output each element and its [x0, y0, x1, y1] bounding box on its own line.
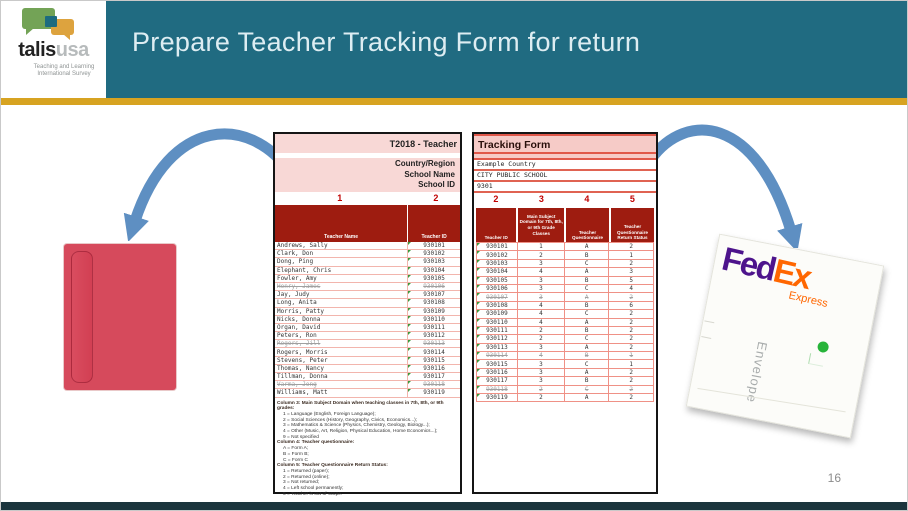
- return-status-cell: 2: [609, 260, 654, 267]
- teacher-form-column-headers: [275, 205, 460, 242]
- questionnaire-form-cell: B: [565, 251, 610, 258]
- table-row: [476, 327, 654, 335]
- teacher-id-cell: 930112: [476, 335, 518, 342]
- subject-domain-cell: 3: [518, 277, 565, 284]
- teacher-id-cell: 930101: [408, 242, 460, 249]
- header-teacher-id: Teacher ID: [476, 208, 516, 242]
- header-bar: [106, 1, 907, 98]
- footnote-line: 4 = Other (Music, Art, Religion, Physical Education, Home Economics...);: [283, 429, 438, 435]
- return-status-cell: 1: [609, 352, 654, 359]
- table-row: [275, 373, 460, 381]
- questionnaire-form-cell: A: [565, 394, 610, 401]
- subject-domain-cell: 3: [518, 360, 565, 367]
- teacher-id-cell: 930104: [408, 267, 460, 274]
- logo-brand: [1, 39, 106, 62]
- table-row: [476, 293, 654, 301]
- envelope-fold-mark: [704, 320, 714, 323]
- questionnaire-form-cell: B: [565, 302, 610, 309]
- label-school-name: School Name: [404, 169, 455, 179]
- questionnaire-form-cell: A: [565, 319, 610, 326]
- table-row: [275, 332, 460, 340]
- subject-domain-cell: 3: [518, 377, 565, 384]
- header-teacher-questionnaire: Teacher Questionnaire: [566, 208, 609, 242]
- questionnaire-form-cell: C: [565, 260, 610, 267]
- teacher-id-cell: 930111: [476, 327, 518, 334]
- subject-domain-cell: 4: [518, 268, 565, 275]
- table-row: [476, 302, 654, 310]
- teacher-id-cell: 930118: [408, 381, 460, 388]
- table-row: [275, 250, 460, 258]
- table-row: [275, 340, 460, 348]
- teacher-id-cell: 930113: [408, 340, 460, 347]
- table-row: [275, 365, 460, 373]
- teacher-name-cell: Tillman, Donna: [275, 373, 408, 380]
- fedex-envelope-label: Envelope: [743, 340, 771, 405]
- table-row: [476, 335, 654, 343]
- footnote-line: B = Form B;: [283, 451, 309, 457]
- teacher-name-cell: Andrews, Sally: [275, 242, 408, 249]
- fedex-logo: FedEx: [718, 239, 814, 296]
- return-status-cell: 3: [609, 268, 654, 275]
- footnote-line: Column 3: Main Subject Domain when teaching classes in 7th, 8th, or 9th grades:: [277, 400, 444, 412]
- teacher-form-column-numbers: 1 2: [337, 193, 439, 203]
- teacher-id-cell: 930103: [476, 260, 518, 267]
- table-row: [275, 258, 460, 266]
- header-return-status: Teacher Questionnaire Return Status: [611, 208, 654, 242]
- tracking-form-column-numbers: 2 3 4 5: [493, 194, 635, 204]
- red-envelope-flap: [71, 251, 93, 383]
- logo-brand-usa: usa: [55, 39, 89, 61]
- table-row: [476, 360, 654, 368]
- return-status-cell: 2: [609, 386, 654, 393]
- teacher-name-cell: Fowler, Amy: [275, 275, 408, 282]
- teacher-id-cell: 930105: [476, 277, 518, 284]
- teacher-id-cell: 930108: [476, 302, 518, 309]
- header-teacher-id: Teacher ID: [421, 234, 447, 240]
- table-row: [275, 267, 460, 275]
- return-status-cell: 2: [609, 243, 654, 250]
- teacher-id-cell: 930102: [408, 250, 460, 257]
- teacher-name-cell: Williams, Matt: [275, 389, 408, 396]
- teacher-id-cell: 930119: [408, 389, 460, 396]
- teacher-tracking-form-document: [273, 132, 462, 497]
- page-number: 16: [827, 471, 841, 485]
- green-dot-icon: [817, 341, 830, 354]
- teacher-form-title: T2018 - Teacher: [275, 134, 460, 153]
- return-status-cell: 2: [609, 394, 654, 401]
- teacher-id-cell: 930110: [408, 316, 460, 323]
- table-row: [476, 352, 654, 360]
- gold-accent-stripe: [1, 98, 907, 105]
- teacher-name-cell: Stevens, Peter: [275, 357, 408, 364]
- subject-domain-cell: 2: [518, 251, 565, 258]
- teacher-id-cell: 930109: [476, 310, 518, 317]
- subject-domain-cell: 3: [518, 285, 565, 292]
- teacher-name-cell: Elephant, Chris: [275, 267, 408, 274]
- subject-domain-cell: 2: [518, 386, 565, 393]
- teacher-name-cell: Peters, Ron: [275, 332, 408, 339]
- envelope-fold-mark: [701, 336, 711, 339]
- logo-tagline: Teaching and Learning International Survey: [33, 64, 95, 77]
- return-status-cell: 2: [609, 344, 654, 351]
- subject-domain-cell: 4: [518, 319, 565, 326]
- footnote-line: 3 = Mathematics & Science (Physics, Chemistry, Geology, Biology...);: [283, 423, 430, 429]
- page-title: Prepare Teacher Tracking Form for return: [132, 27, 641, 57]
- teacher-id-cell: 930109: [408, 308, 460, 315]
- footer-bar: [1, 502, 907, 510]
- teacher-id-cell: 930115: [408, 357, 460, 364]
- teacher-id-cell: 930107: [476, 293, 518, 300]
- return-status-cell: 2: [609, 377, 654, 384]
- table-row: [275, 291, 460, 299]
- questionnaire-form-cell: C: [565, 360, 610, 367]
- subject-domain-cell: 3: [518, 369, 565, 376]
- teacher-id-cell: 930104: [476, 268, 518, 275]
- teacher-id-cell: 930112: [408, 332, 460, 339]
- return-status-cell: 1: [609, 360, 654, 367]
- teacher-id-cell: 930117: [408, 373, 460, 380]
- teacher-id-cell: 930114: [408, 348, 460, 355]
- table-row: [476, 319, 654, 327]
- subject-domain-cell: 4: [518, 352, 565, 359]
- teacher-name-cell: Morris, Patty: [275, 308, 408, 315]
- table-row: [275, 389, 460, 397]
- teacher-id-cell: 930111: [408, 324, 460, 331]
- teacher-id-cell: 930110: [476, 319, 518, 326]
- teacher-id-cell: 930115: [476, 360, 518, 367]
- teacher-id-cell: 930117: [476, 377, 518, 384]
- teacher-id-cell: 930103: [408, 258, 460, 265]
- subject-domain-cell: 1: [518, 243, 565, 250]
- return-status-cell: 5: [609, 277, 654, 284]
- teacher-id-cell: 930107: [408, 291, 460, 298]
- table-row: [476, 377, 654, 385]
- table-row: [275, 324, 460, 332]
- questionnaire-form-cell: A: [565, 293, 610, 300]
- footnote-line: C = Form C: [283, 457, 308, 463]
- footnote-line: A = Form A;: [283, 446, 309, 452]
- questionnaire-form-cell: A: [565, 344, 610, 351]
- subject-domain-cell: 2: [518, 335, 565, 342]
- table-row: [476, 251, 654, 259]
- questionnaire-form-cell: C: [565, 285, 610, 292]
- table-row: [275, 242, 460, 250]
- tracking-form-document: [472, 132, 658, 494]
- teacher-name-cell: Rogers, Jill: [275, 340, 408, 347]
- table-row: [476, 310, 654, 318]
- table-row: [476, 394, 654, 402]
- teacher-name-cell: Jay, Judy: [275, 291, 408, 298]
- footnote-line: 4 = Left school permanently;: [283, 486, 344, 492]
- teacher-name-cell: Henry, James: [275, 283, 408, 290]
- return-status-cell: 4: [609, 285, 654, 292]
- fedex-envelope: [686, 234, 884, 439]
- questionnaire-form-cell: C: [565, 310, 610, 317]
- table-row: [275, 348, 460, 356]
- teacher-form-info-labels: [275, 158, 460, 192]
- teacher-id-cell: 930119: [476, 394, 518, 401]
- table-row: [275, 283, 460, 291]
- subject-domain-cell: 2: [518, 394, 565, 401]
- questionnaire-form-cell: B: [565, 277, 610, 284]
- table-row: [476, 386, 654, 394]
- teacher-name-cell: Nicks, Donna: [275, 316, 408, 323]
- teacher-name-cell: Dong, Ping: [275, 258, 408, 265]
- teacher-name-cell: Rogers, Morris: [275, 348, 408, 355]
- tracking-form-title: Tracking Form: [474, 134, 656, 154]
- footnote-line: 5 = Teacher is out-of-scope.: [283, 491, 343, 497]
- talis-usa-logo: [1, 1, 106, 98]
- footnote-line: 1 = Language (English, Foreign Language);: [283, 411, 376, 417]
- envelope-fold-line: [697, 388, 845, 412]
- info-school-id: 9301: [474, 182, 656, 193]
- fedex-fine-print-marks: [808, 353, 825, 367]
- questionnaire-form-cell: A: [565, 268, 610, 275]
- questionnaire-form-cell: A: [565, 369, 610, 376]
- tracking-form-info-rows: [474, 160, 656, 193]
- return-status-cell: 2: [609, 293, 654, 300]
- logo-teal-square-icon: [45, 16, 57, 27]
- header-main-subject-domain: Main Subject Domain for 7th, 8th, or 9th Grade Classes: [518, 208, 564, 242]
- questionnaire-form-cell: C: [565, 386, 610, 393]
- tracking-form-table-body: [476, 242, 654, 402]
- footnote-line: 9 = Not specified: [283, 434, 319, 440]
- info-country: Example Country: [474, 160, 656, 171]
- logo-green-bubble-tail: [26, 28, 34, 35]
- return-status-cell: 2: [609, 327, 654, 334]
- header-teacher-name: Teacher Name: [275, 205, 408, 242]
- teacher-name-cell: Clark, Don: [275, 250, 408, 257]
- teacher-name-cell: Varma, Jong: [275, 381, 408, 388]
- table-row: [275, 275, 460, 283]
- footnote-line: 1 = Returned (paper);: [283, 469, 329, 474]
- table-row: [275, 381, 460, 389]
- teacher-name-cell: Thomas, Nancy: [275, 365, 408, 372]
- fedex-express-label: Express: [787, 289, 829, 311]
- return-status-cell: 2: [609, 319, 654, 326]
- teacher-id-cell: 930106: [476, 285, 518, 292]
- table-row: [476, 260, 654, 268]
- teacher-id-cell: 930108: [408, 299, 460, 306]
- teacher-id-cell: 930106: [408, 283, 460, 290]
- table-row: [476, 285, 654, 293]
- questionnaire-form-cell: C: [565, 335, 610, 342]
- table-row: [275, 316, 460, 324]
- teacher-name-cell: Organ, David: [275, 324, 408, 331]
- footnote-line: 2 = Social Sciences (History, Geography, Civics, Economics...);: [283, 417, 418, 423]
- teacher-id-cell: 930105: [408, 275, 460, 282]
- teacher-id-cell: 930101: [476, 243, 518, 250]
- return-status-cell: 2: [609, 369, 654, 376]
- info-school-name: CITY PUBLIC SCHOOL: [474, 171, 656, 182]
- teacher-form-footnotes: [275, 398, 460, 498]
- questionnaire-form-cell: B: [565, 377, 610, 384]
- logo-brand-talis: talis: [18, 39, 56, 61]
- red-envelope: [64, 244, 176, 390]
- footnote-line: Column 5: Teacher Questionnaire Return Status:: [277, 463, 388, 469]
- return-status-cell: 6: [609, 302, 654, 309]
- footnote-line: 3 = Not returned;: [283, 480, 320, 486]
- label-school-id: School ID: [418, 180, 455, 190]
- teacher-id-cell: 930113: [476, 344, 518, 351]
- table-row: [275, 357, 460, 365]
- footnote-line: Column 4: Teacher questionnaire:: [277, 440, 355, 446]
- table-row: [275, 299, 460, 307]
- teacher-form-table-body: [275, 242, 460, 398]
- table-row: [476, 243, 654, 251]
- questionnaire-form-cell: B: [565, 327, 610, 334]
- arrow-to-red-envelope: [109, 123, 294, 241]
- questionnaire-form-cell: B: [565, 352, 610, 359]
- teacher-id-cell: 930102: [476, 251, 518, 258]
- teacher-id-cell: 930114: [476, 352, 518, 359]
- table-row: [476, 277, 654, 285]
- teacher-name-cell: Long, Anita: [275, 299, 408, 306]
- subject-domain-cell: 3: [518, 260, 565, 267]
- arrow-to-fedex-envelope: [641, 123, 826, 248]
- tracking-form-column-headers: [474, 208, 656, 242]
- questionnaire-form-cell: A: [565, 243, 610, 250]
- table-row: [476, 369, 654, 377]
- table-row: [476, 344, 654, 352]
- label-country-region: Country/Region: [395, 159, 455, 169]
- subject-domain-cell: 3: [518, 293, 565, 300]
- footnote-line: 2 = Returned (online);: [283, 474, 330, 480]
- subject-domain-cell: 4: [518, 302, 565, 309]
- teacher-id-cell: 930118: [476, 386, 518, 393]
- teacher-id-cell: 930116: [408, 365, 460, 372]
- return-status-cell: 2: [609, 335, 654, 342]
- return-status-cell: 1: [609, 251, 654, 258]
- subject-domain-cell: 4: [518, 310, 565, 317]
- teacher-id-cell: 930116: [476, 369, 518, 376]
- subject-domain-cell: 3: [518, 344, 565, 351]
- table-row: [476, 268, 654, 276]
- table-row: [275, 308, 460, 316]
- subject-domain-cell: 2: [518, 327, 565, 334]
- return-status-cell: 2: [609, 310, 654, 317]
